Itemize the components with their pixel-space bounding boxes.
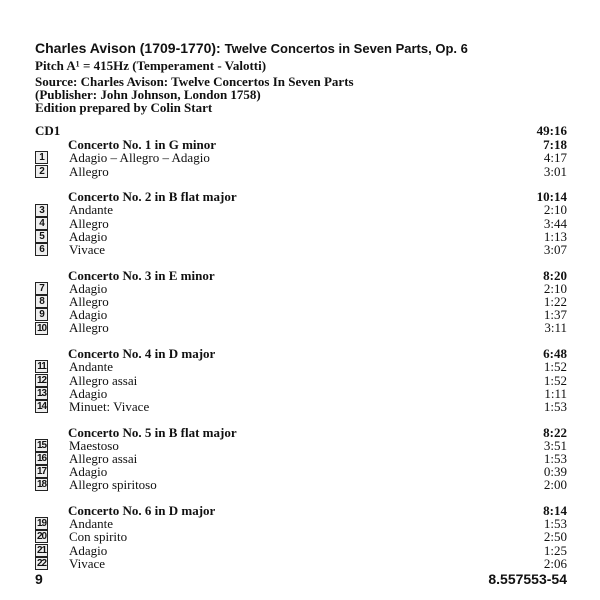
pitch-info: Pitch A¹ = 415Hz (Temperament - Valotti) [35,58,267,73]
track-name: Adagio [69,385,108,401]
track-row [35,452,567,465]
source-info [35,76,354,114]
track-row [35,165,567,178]
track-row [35,544,567,557]
track-time: 1:53 [543,398,567,414]
track-row [35,400,567,413]
track-number-box: 16 [36,453,47,465]
concerto-title: Concerto No. 6 in D major [68,503,216,518]
track-number-box: 9 [35,308,48,321]
concerto-time: 6:48 [543,346,567,362]
track-name: Vivace [69,555,106,571]
track-name: Allegro spiritoso [69,477,157,493]
track-number-box: 3 [35,204,48,217]
concerto-title: Concerto No. 1 in G minor [68,137,217,153]
track-time: 2:10 [543,202,567,218]
concerto-time: 8:14 [543,503,567,518]
track-time: 3:07 [543,242,567,257]
concerto-block [35,347,567,413]
track-row [35,295,567,308]
concerto-list [35,138,567,570]
page-footer [35,571,567,587]
track-row [35,217,567,230]
cd-total-time: 49:16 [536,123,567,138]
track-number-box: 20 [36,531,47,543]
concerto-time: 8:22 [543,424,567,440]
track-time: 1:37 [543,307,567,323]
concerto-header [35,269,567,282]
concerto-header [35,347,567,360]
track-row [35,308,567,321]
track-name: Con spirito [69,529,128,545]
track-number-box: 2 [35,165,48,178]
source-line: Source: Charles Avison: Twelve Concertos In Seven Parts [35,74,354,89]
track-row [35,557,567,570]
track-name: Adagio [69,464,108,480]
work-title [35,40,468,56]
cd-header [35,124,567,137]
concerto-block [35,190,567,256]
edition-line: Edition prepared by Colin Start [35,99,213,115]
track-name: Adagio [69,228,108,244]
track-number-box: 7 [35,282,48,295]
track-time: 1:22 [543,294,567,310]
track-name: Allegro [69,320,109,336]
track-number-box: 8 [35,295,48,308]
track-time: 1:52 [543,359,567,375]
track-time: 1:13 [543,228,567,244]
concerto-title: Concerto No. 4 in D major [68,346,216,362]
track-row [35,282,567,295]
track-number-box: 12 [36,374,47,386]
track-time: 2:00 [543,477,567,493]
track-time: 1:25 [543,542,567,558]
track-number-box: 6 [35,243,48,256]
concerto-time: 8:20 [543,267,567,283]
track-number-box: 18 [36,479,47,491]
track-time: 3:44 [543,215,567,231]
track-row [35,151,567,164]
concerto-title: Concerto No. 3 in E minor [68,267,215,283]
track-name: Allegro [69,294,109,310]
track-row [35,243,567,256]
track-name: Allegro assai [69,372,138,388]
track-time: 2:10 [543,280,567,296]
track-row [35,321,567,334]
track-time: 3:51 [543,437,567,453]
concerto-title: Concerto No. 5 in B flat major [68,424,237,440]
concerto-time: 7:18 [543,137,567,153]
track-name: Adagio [69,307,108,323]
track-number-box: 13 [36,387,47,399]
track-time: 3:11 [544,320,567,336]
track-time: 2:50 [543,529,567,545]
concerto-time: 10:14 [536,189,567,205]
track-name: Andante [69,359,114,375]
track-number-box: 15 [36,439,47,451]
track-name: Allegro assai [69,450,138,466]
track-row [35,203,567,216]
track-number-box: 17 [36,466,47,478]
track-time: 2:06 [543,555,567,571]
track-number-box: 11 [35,360,48,373]
concerto-header [35,504,567,517]
track-row [35,230,567,243]
concerto-block [35,504,567,570]
track-number-box: 1 [35,151,48,164]
track-name: Minuet: Vivace [69,398,150,414]
track-number-box: 4 [35,217,48,230]
track-number-box: 5 [35,230,48,243]
catalog-number: 8.557553-54 [488,571,567,587]
composer: Charles Avison (1709-1770): [35,40,221,56]
track-number-box: 14 [36,400,47,412]
concerto-block [35,269,567,335]
concerto-block [35,138,567,178]
publisher-line: (Publisher: John Johnson, London 1758) [35,86,261,102]
cd-tracklist [35,124,567,570]
track-number-box: 21 [36,544,47,556]
track-time: 1:53 [543,516,567,532]
concerto-block [35,426,567,492]
concerto-header [35,190,567,203]
track-time: 4:17 [543,150,567,166]
track-name: Adagio [69,280,108,296]
track-row [35,360,567,373]
track-time: 1:52 [543,372,567,388]
track-name: Allegro [69,163,109,179]
track-time: 3:01 [543,163,567,179]
track-time: 1:11 [544,385,567,401]
track-row [35,374,567,387]
track-row [35,530,567,543]
track-name: Vivace [69,242,106,257]
track-time: 0:39 [543,464,567,480]
concerto-header [35,426,567,439]
track-number-box: 10 [36,322,47,334]
track-name: Andante [69,202,114,218]
track-time: 1:53 [543,450,567,466]
track-row [35,478,567,491]
track-name: Adagio – Allegro – Adagio [69,150,210,166]
track-name: Allegro [69,215,109,231]
track-row [35,387,567,400]
track-name: Andante [69,516,114,532]
track-number-box: 22 [36,557,47,569]
track-number-box: 19 [36,518,47,530]
track-row [35,439,567,452]
work-name: Twelve Concertos in Seven Parts, Op. 6 [224,41,468,56]
track-name: Adagio [69,542,108,558]
cd-label: CD1 [35,123,61,138]
page-number: 9 [35,571,43,587]
track-name: Maestoso [69,437,119,453]
concerto-title: Concerto No. 2 in B flat major [68,189,237,205]
